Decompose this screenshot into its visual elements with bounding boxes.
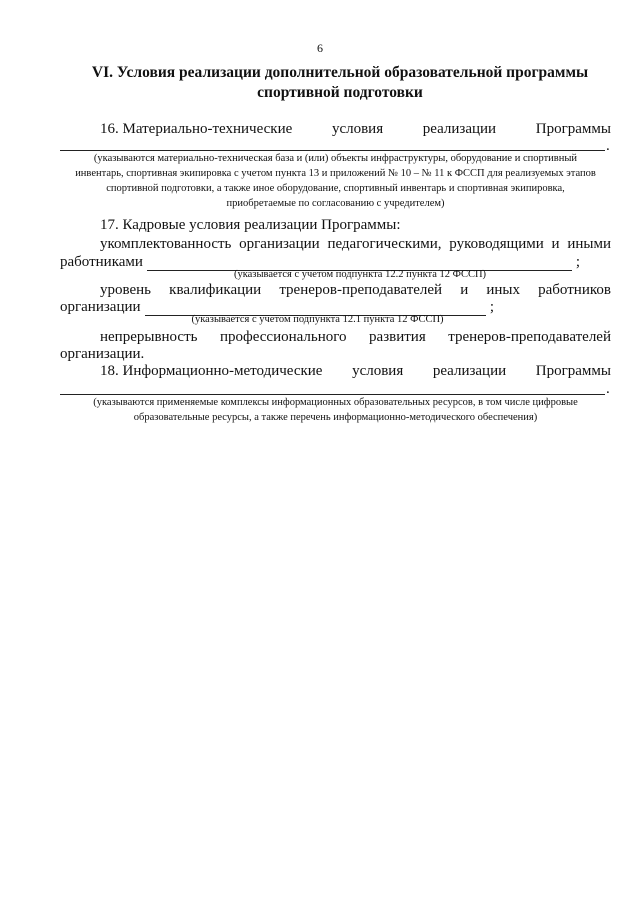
staffing-word: педагогическими,: [327, 236, 442, 252]
item-16-word: условия: [331, 121, 384, 137]
item-16-note-line: спортивной подготовки, а также иное оборудование, спортивный инвентарь и спортивная экипировка,: [106, 183, 565, 194]
continuity-word: профессионального: [219, 329, 347, 345]
qual-word: квалификации: [169, 282, 262, 298]
section-title-line-2: спортивной подготовки: [257, 84, 423, 101]
staffing-word: руководящими: [449, 236, 544, 252]
item-16-note-line: инвентарь, спортивная экипировка с учетом пункта 13 и приложений № 10 – № 11 к ФССП для реализуемых этапов: [75, 168, 596, 179]
item-18-note: [60, 395, 611, 425]
item-16-period: .: [606, 138, 610, 154]
item-16-note-line: (указываются материально-техническая база и (или) объекты инфраструктуры, оборудование и спортивный: [93, 153, 578, 164]
section-title: [70, 63, 610, 103]
staffing-word: иными: [567, 236, 611, 252]
item-18-word: Программы: [535, 363, 611, 379]
item-16-note-line: приобретаемые по согласованию с учредителем): [226, 198, 445, 209]
item-17-qual-line: [60, 281, 611, 299]
item-17-heading: 17. Кадровые условия реализации Программы:: [100, 217, 401, 233]
continuity-word: тренеров-преподавателей: [448, 329, 611, 345]
item-16-word: 16. Материально-технические: [100, 121, 293, 137]
item-18-text: [60, 362, 611, 380]
continuity-word: непрерывность: [100, 329, 198, 345]
qual-note: (указывается с учетом подпункта 12.1 пункта 12 ФССП): [191, 314, 444, 325]
item-16-text: [60, 120, 611, 138]
staffing-semicolon: ;: [575, 254, 580, 270]
item-18-note-line: (указываются применяемые комплексы информационных образовательных ресурсов, в том числе цифровые: [93, 397, 578, 408]
qual-cont-text: организации: [60, 299, 141, 315]
item-17-continuity-cont: организации.: [60, 346, 145, 362]
item-16-word: реализации: [422, 121, 497, 137]
staffing-note: (указывается с учетом подпункта 12.2 пункта 12 ФССП): [233, 269, 487, 280]
continuity-word: развития: [369, 329, 426, 345]
qual-word: и: [460, 282, 469, 298]
staffing-word: укомплектованность: [100, 236, 232, 252]
staffing-word: и: [551, 236, 560, 252]
section-title-line-1: VI. Условия реализации дополнительной образовательной программы: [91, 64, 589, 81]
qual-word: иных: [486, 282, 521, 298]
staffing-word: организации: [239, 236, 320, 252]
item-17-continuity-line: [60, 328, 611, 346]
qual-word: уровень: [100, 282, 152, 298]
qual-word: тренеров-преподавателей: [279, 282, 443, 298]
item-17-staffing-line: [60, 235, 611, 253]
item-18-word: условия: [352, 363, 404, 379]
page-number: 6: [317, 41, 323, 55]
staffing-cont-text: работниками: [60, 254, 143, 270]
item-16-word: Программы: [535, 121, 611, 137]
item-16-note: [60, 151, 611, 211]
item-18-period: .: [606, 381, 610, 397]
qual-semicolon: ;: [489, 299, 494, 315]
item-18-note-line: образовательные ресурсы, а также перечень информационно-методического обеспечения): [133, 412, 538, 423]
qual-word: работников: [538, 282, 611, 298]
item-18-word: реализации: [432, 363, 507, 379]
item-18-word: 18. Информационно-методические: [100, 363, 323, 379]
